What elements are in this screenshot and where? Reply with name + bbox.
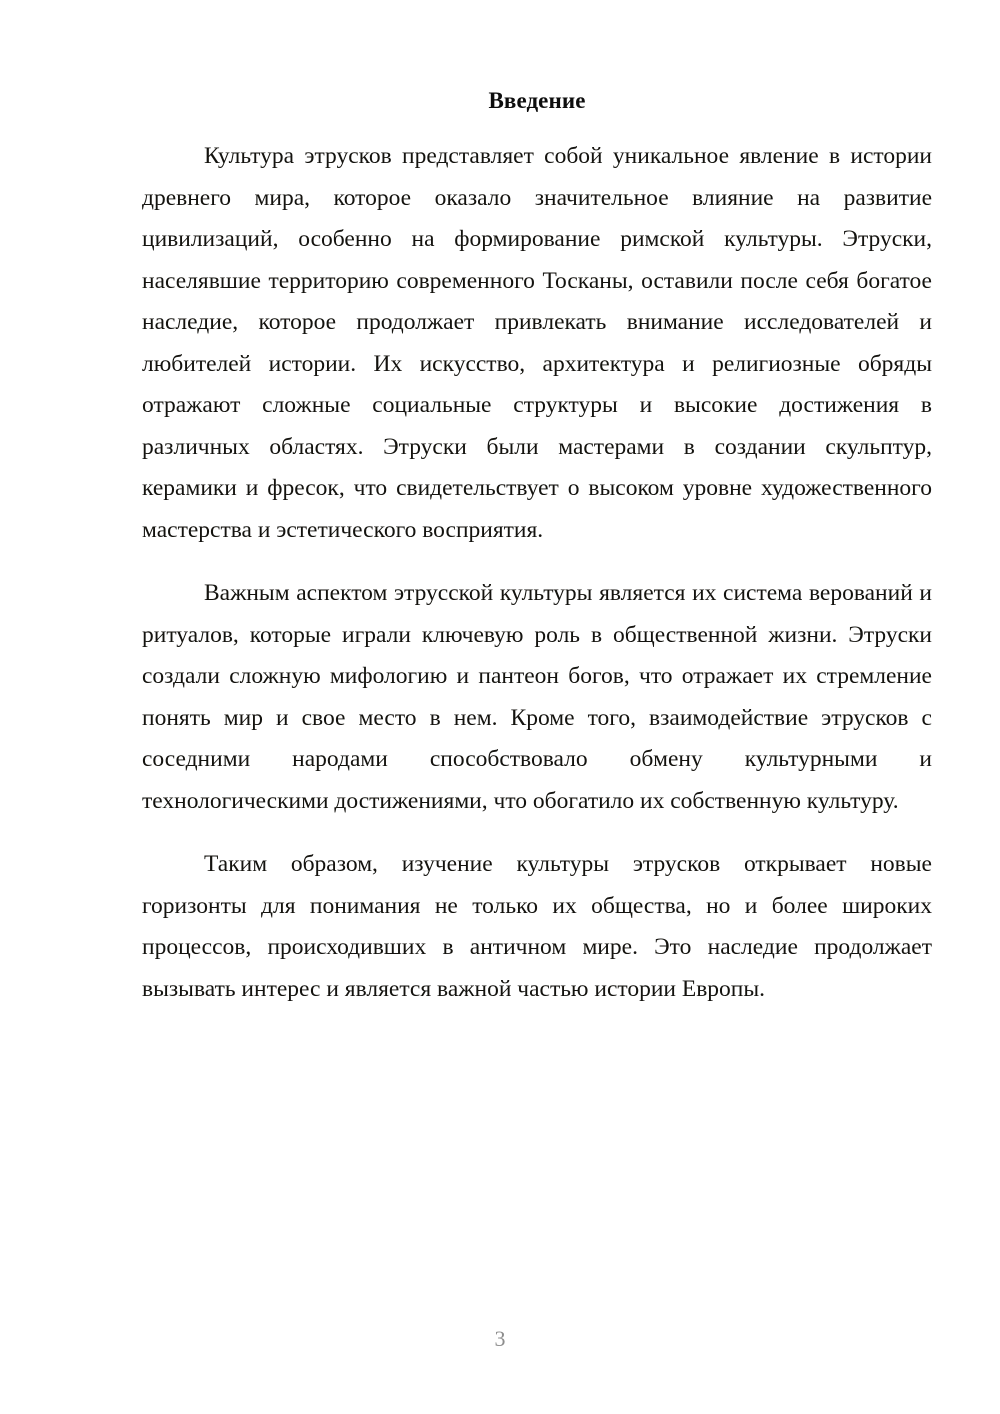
page-content: [142, 0, 932, 1010]
paragraph-1: Культура этрусков представляет собой уникальное явление в истории древнего мира, которое оказало значительное влияние на развитие цивилизаций, особенно на формирование римской культуры. Этруски, населявшие территорию современного Тосканы, оставили после себя богатое наследие, которое продолжает привлекать внимание исследователей и любителей истории. Их искусство, архитектура и религиозные обряды отражают сложные социальные структуры и высокие достижения в различных областях. Этруски были мастерами в создании скульптур, керамики и фресок, что свидетельствует о высоком уровне художественного мастерства и эстетического восприятия.: [142, 143, 932, 543]
page-number: 3: [494, 1326, 506, 1351]
paragraph-2: Важным аспектом этрусской культуры является их система верований и ритуалов, которые играли ключевую роль в общественной жизни. Этруски создали сложную мифологию и пантеон богов, что отражает их стремление понять мир и свое место в нем. Кроме того, взаимодействие этрусков с соседними народами способствовало обмену культурными и технологическими достижениями, что обогатило их собственную культуру.: [142, 580, 932, 814]
paragraph-3: Таким образом, изучение культуры этрусков открывает новые горизонты для понимания не только их общества, но и более широких процессов, происходивших в античном мире. Это наследие продолжает вызывать интерес и является важной частью истории Европы.: [142, 851, 932, 1002]
body-text: [142, 114, 932, 1010]
page-title: Введение: [488, 88, 586, 113]
